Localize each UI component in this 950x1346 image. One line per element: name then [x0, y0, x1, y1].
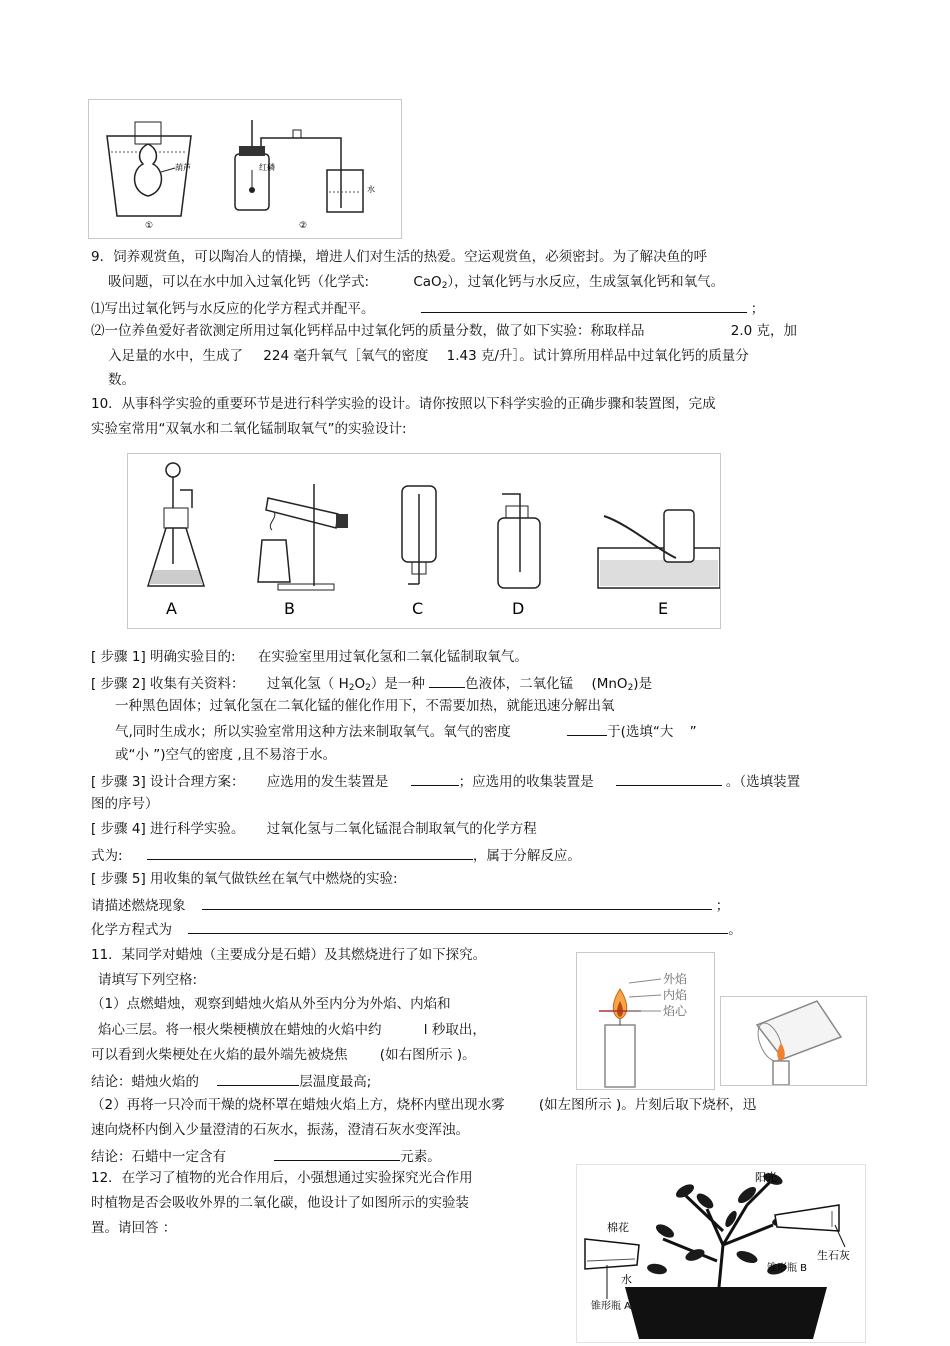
- q10-collector-blank[interactable]: [616, 771, 722, 786]
- q9-line6: 数。: [108, 372, 135, 388]
- q11-line4-a: 焰心三层。将一根火柴梗横放在蜡烛的火焰中约: [98, 1022, 382, 1038]
- label-c: C: [412, 599, 424, 618]
- apparatus-drawing: [128, 454, 720, 628]
- q10-step2-line3-c: ”: [689, 724, 697, 740]
- q10-step1-b: 在实验室里用过氧化氢和二氧化锰制取氧气。: [257, 649, 528, 665]
- q9-line5-c: 1.43 克/升］。试计算所用样品中过氧化钙的质量分: [446, 348, 749, 364]
- q11-line4-b: l 秒取出，: [423, 1022, 486, 1038]
- figure-plant-photosynthesis: [576, 1164, 866, 1343]
- figure-candle-flame: [576, 952, 715, 1090]
- label-phosphorus: 红磷: [259, 163, 275, 172]
- q9-line1: 9．饲养观赏鱼，可以陶冶人的情操，增进人们对生活的热爱。空运观赏鱼，必须密封。为了解决鱼的呼: [91, 249, 708, 265]
- q10-step2-line3: [115, 721, 697, 741]
- q11-flame-layer-blank[interactable]: [217, 1071, 299, 1086]
- label-flask-b: 锥形瓶 B: [767, 1263, 808, 1274]
- plant-drawing: [577, 1165, 865, 1342]
- label-d: D: [512, 599, 525, 618]
- q10-step1-a: [ 步骤 1] 明确实验目的:: [91, 649, 236, 665]
- apparatus-c: [402, 486, 436, 618]
- label-hulu: 葫芦: [175, 163, 191, 172]
- q10-step2-line3-b: 于(选填“大: [607, 724, 674, 740]
- q10-step2-e: ）是一种: [370, 676, 425, 692]
- q10-step2-line2: 一种黑色固体；过氧化氢在二氧化锰的催化作用下，不需要加热，就能迅速分解出氧: [115, 698, 615, 714]
- q12-line2: 时植物是否会吸收外界的二氧化碳，他设计了如图所示的实验装: [91, 1195, 469, 1211]
- q10-phenomenon-blank[interactable]: [202, 895, 712, 910]
- apparatus-a: [148, 463, 204, 618]
- q11-line8: 速向烧杯内倒入少量澄清的石灰水，振荡，澄清石灰水变浑浊。: [91, 1122, 469, 1138]
- q11-line6: [91, 1071, 371, 1091]
- q10-formula-mno2: (MnO$_2$: [591, 676, 634, 693]
- q11-line2: 请填写下列空格:: [98, 972, 198, 988]
- label-b: B: [284, 599, 295, 618]
- q10-step4-line2-b: ，属于分解反应。: [472, 848, 581, 864]
- q9-formula-cao2: CaO$_2$: [413, 274, 448, 291]
- q11-line9-b: 元素。: [400, 1149, 441, 1165]
- apparatus-d: [498, 494, 540, 618]
- q10-step3: [91, 771, 800, 791]
- q9-line5-a: 入足量的水中，生成了: [108, 348, 243, 364]
- q10-step2-b: 过氧化氢（: [266, 676, 335, 692]
- q10-step2-line3-a: 气,同时生成水；所以实验室常用这种方法来制取氧气。氧气的密度: [115, 724, 511, 740]
- q11-line9-a: 结论：石蜡中一定含有: [91, 1149, 226, 1165]
- q9-line2-a: 吸问题，可以在水中加入过氧化钙（化学式:: [108, 274, 370, 290]
- q10-generator-blank[interactable]: [411, 771, 459, 786]
- q10-color-blank[interactable]: [429, 673, 465, 688]
- q11-line5-a: 可以看到火柴梗处在火焰的最外端先被烧焦: [91, 1047, 348, 1063]
- q10-step5-line3: [91, 919, 742, 939]
- label-flame-core: 焰心: [663, 1004, 688, 1018]
- q10-step3-line2: 图的序号）: [91, 796, 159, 812]
- q10-line2: 实验室常用“双氧水和二氧化锰制取氧气”的实验设计:: [91, 421, 407, 437]
- q10-step2-f: 色液体，二氧化锰: [465, 676, 574, 692]
- q9-line4: [91, 322, 797, 340]
- label-a: A: [166, 599, 177, 618]
- q11-line5: [91, 1046, 476, 1064]
- figure-gourd-phosphorus: [88, 99, 402, 239]
- q11-line6-b: 层温度最高;: [299, 1074, 372, 1090]
- q10-step4-line2: [91, 845, 581, 865]
- q10-step2-h: )是: [633, 676, 653, 692]
- q10-step2-line4: 或“小 ”)空气的密度 ,且不易溶于水。: [115, 747, 337, 763]
- q9-line3-text: ⑴写出过氧化钙与水反应的化学方程式并配平。: [91, 301, 375, 317]
- apparatus-b: [258, 484, 348, 618]
- label-cotton: 棉花: [607, 1221, 629, 1234]
- q11-line9: [91, 1146, 441, 1166]
- q9-line3: [91, 298, 764, 318]
- q10-step4-line2-a: 式为:: [91, 848, 123, 864]
- candle-beaker-drawing: [721, 997, 866, 1085]
- label-water: 水: [367, 185, 375, 194]
- q9-line3-end: ；: [750, 301, 765, 317]
- q10-step3-b: 应选用的发生装置是: [266, 774, 389, 790]
- label-sunlight: 阳光: [755, 1171, 777, 1184]
- q11-line5-b: (如右图所示 )。: [379, 1047, 476, 1063]
- q10-formula-h2o2: $H_2O_2$: [338, 676, 371, 693]
- q9-line4-a: ⑵一位养鱼爱好者欲测定所用过氧化钙样品中过氧化钙的质量分数，做了如下实验：称取样品: [91, 323, 645, 339]
- q11-line7-b: (如左图所示 )。片刻后取下烧杯，迅: [538, 1097, 757, 1113]
- figure-candle-beaker: [720, 996, 867, 1086]
- q10-density-blank[interactable]: [567, 721, 607, 736]
- q9-answer-blank-1[interactable]: [421, 298, 747, 313]
- q9-line2: [108, 273, 724, 295]
- q10-step5-line2-end: ；: [715, 898, 730, 914]
- q10-step3-c: ；应选用的收集装置是: [458, 774, 594, 790]
- label-flask-a: 锥形瓶 A: [591, 1301, 632, 1312]
- q9-line2-c: ），过氧化钙与水反应，生成氢氧化钙和氧气。: [447, 274, 725, 290]
- q10-step5-line3-text: 化学方程式为: [91, 922, 172, 938]
- q9-line5: [108, 347, 749, 365]
- apparatus-e: [598, 510, 720, 618]
- q10-step4-b: 过氧化氢与二氧化锰混合制取氧气的化学方程: [266, 821, 537, 837]
- q10-step3-d: 。（选填装置: [725, 774, 801, 790]
- q10-line1: 10．从事科学实验的重要环节是进行科学实验的设计。请你按照以下科学实验的正确步骤和装置图，完成: [91, 396, 716, 412]
- label-1: ①: [145, 221, 154, 231]
- q10-step5-line2-text: 请描述燃烧现象: [91, 898, 186, 914]
- q10-step2-a: [ 步骤 2] 收集有关资料：: [91, 676, 245, 692]
- label-e: E: [658, 599, 669, 618]
- q9-line4-b: 2.0 克，加: [730, 323, 798, 339]
- q11-line6-a: 结论：蜡烛火焰的: [91, 1074, 199, 1090]
- q10-step5-line2: [91, 895, 729, 915]
- q11-line7: [91, 1096, 756, 1114]
- q11-element-blank[interactable]: [274, 1146, 400, 1161]
- candle-flame-drawing: [577, 953, 714, 1089]
- q9-line5-b: 224 毫升氧气［氧气的密度: [263, 348, 429, 364]
- q10-equation-blank[interactable]: [147, 845, 473, 860]
- q12-line3: 置。请回答 ：: [91, 1220, 177, 1236]
- q10-step1: [91, 648, 528, 666]
- q11-line3: （1）点燃蜡烛，观察到蜡烛火焰从外至内分为外焰、内焰和: [91, 996, 451, 1012]
- q11-line4: [98, 1021, 486, 1039]
- q12-line1: 12．在学习了植物的光合作用后，小强想通过实验探究光合作用: [91, 1170, 473, 1186]
- label-lime: 生石灰: [817, 1249, 850, 1262]
- label-water: 水: [621, 1273, 632, 1286]
- figure-apparatus-a-e: [127, 453, 721, 629]
- q10-step4: [91, 820, 537, 838]
- q11-line7-a: （2）再将一只冷而干燥的烧杯罩在蜡烛火焰上方，烧杯内壁出现水雾: [91, 1097, 505, 1113]
- label-outer-flame: 外焰: [663, 972, 688, 986]
- q11-line1: 11．某同学对蜡烛（主要成分是石蜡）及其燃烧进行了如下探究。: [91, 947, 487, 963]
- label-inner-flame: 内焰: [663, 988, 688, 1002]
- gourd-phosphorus-drawing: [89, 100, 401, 238]
- q10-step3-a: [ 步骤 3] 设计合理方案：: [91, 774, 245, 790]
- q10-iron-equation-blank[interactable]: [188, 919, 728, 934]
- q10-step5-line3-end: 。: [728, 922, 742, 938]
- q10-step5: [ 步骤 5] 用收集的氧气做铁丝在氧气中燃烧的实验:: [91, 871, 398, 887]
- label-2: ②: [299, 221, 308, 231]
- q10-step2: [91, 673, 652, 697]
- q10-step4-a: [ 步骤 4] 进行科学实验。: [91, 821, 245, 837]
